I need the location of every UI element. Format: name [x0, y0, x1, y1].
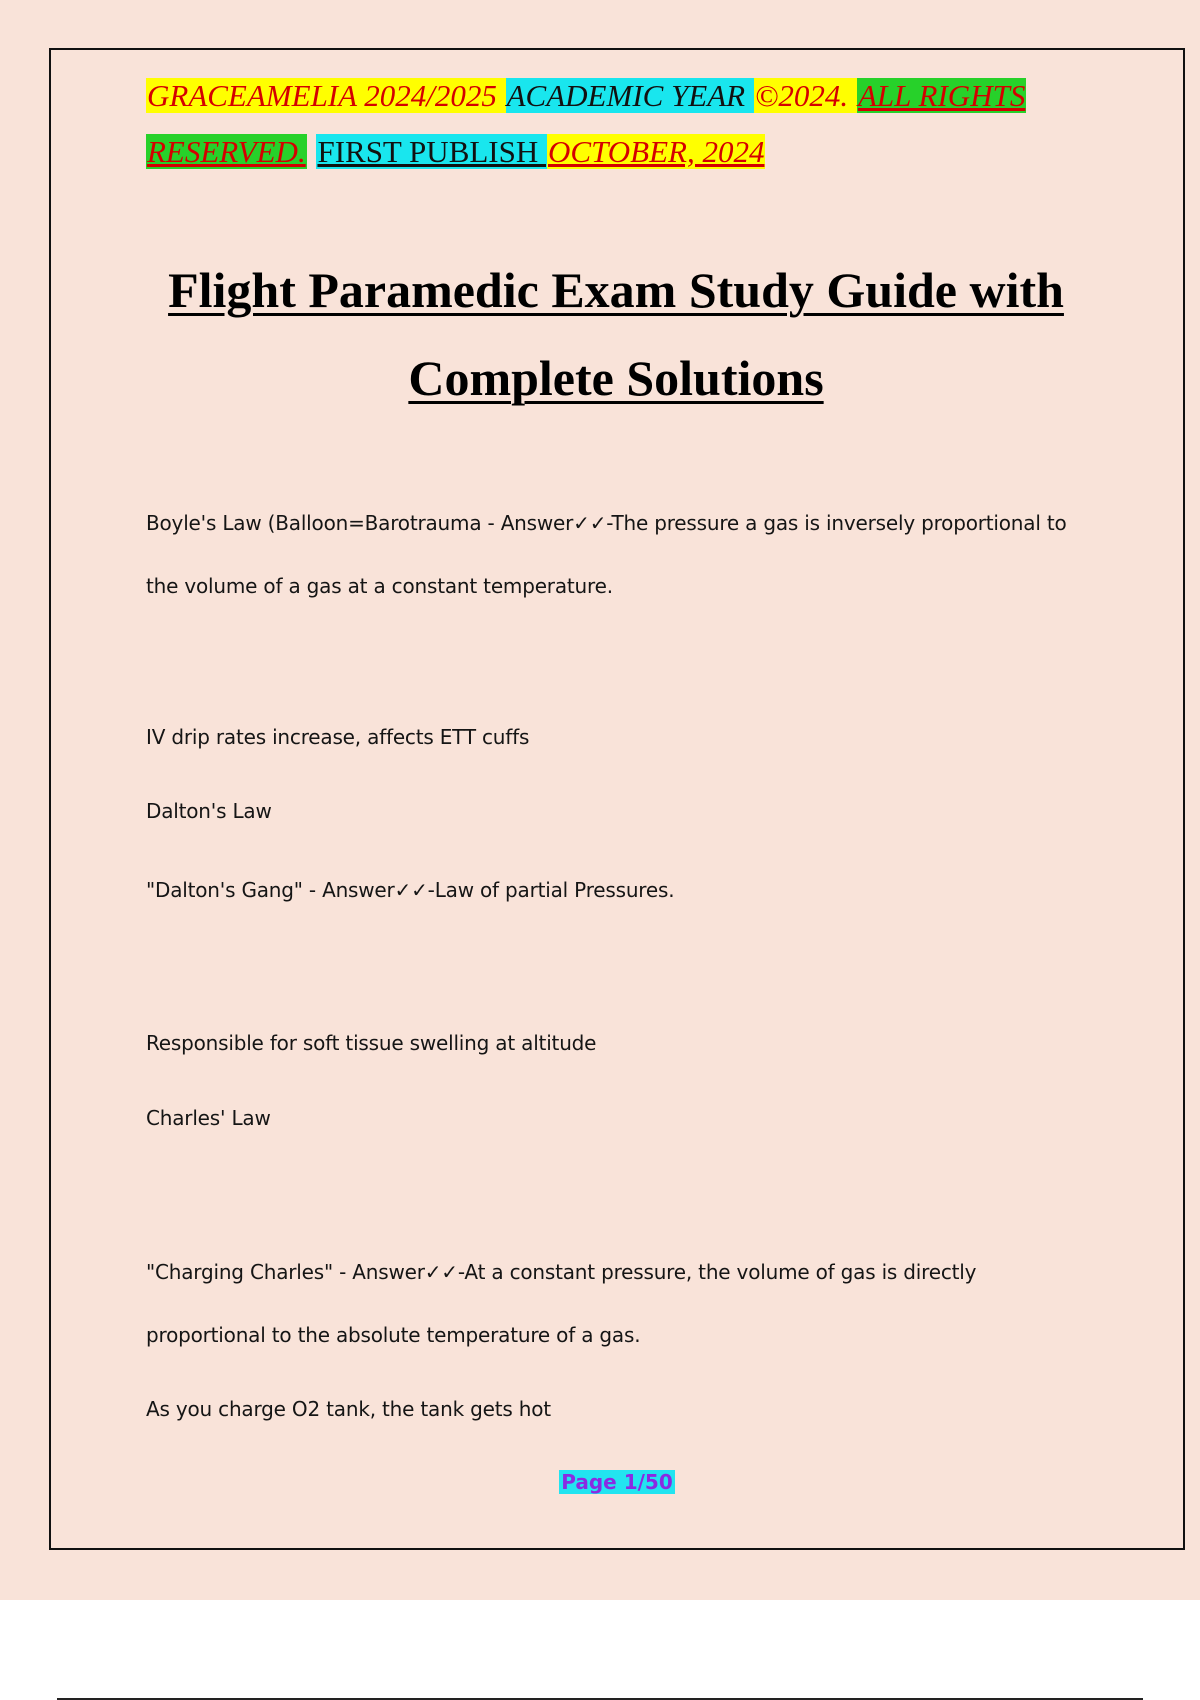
- charles-heading: Charles' Law: [146, 1106, 271, 1130]
- rights-text-1: ALL RIGHTS: [857, 78, 1026, 113]
- copyright-notice: [146, 68, 1106, 180]
- document-title: [120, 246, 1112, 422]
- copyright-text: ©2024.: [754, 78, 856, 113]
- title-line-1: Flight Paramedic Exam Study Guide with: [168, 262, 1064, 318]
- charles-answer: proportional to the absolute temperature of a gas.: [146, 1323, 641, 1347]
- page-number: [0, 1468, 1200, 1496]
- page-number-label: Page 1/50: [561, 1470, 673, 1494]
- title-line-2: Complete Solutions: [408, 350, 824, 406]
- o2-tank-note: As you charge O2 tank, the tank gets hot: [146, 1397, 551, 1421]
- boyle-answer: the volume of a gas at a constant temperature.: [146, 574, 613, 598]
- publish-date-text: OCTOBER, 2024: [548, 134, 765, 169]
- charles-question: "Charging Charles" - Answer✓✓-At a constant pressure, the volume of gas is directly: [146, 1260, 977, 1284]
- dalton-heading: Dalton's Law: [146, 799, 272, 823]
- soft-tissue-note: Responsible for soft tissue swelling at altitude: [146, 1031, 597, 1055]
- academic-year-text: ACADEMIC YEAR: [506, 78, 753, 113]
- dalton-question: "Dalton's Gang" - Answer✓✓-Law of partial Pressures.: [146, 878, 675, 902]
- boyle-question: Boyle's Law (Balloon=Barotrauma - Answer✓✓-The pressure a gas is inversely proportional to: [146, 511, 1067, 535]
- first-publish-text: FIRST PUBLISH: [317, 134, 547, 169]
- header-spacer: [307, 134, 317, 169]
- rights-text-2: RESERVED.: [147, 134, 306, 169]
- author-year-text: GRACEAMELIA 2024/2025: [147, 78, 505, 113]
- iv-drip-note: IV drip rates increase, affects ETT cuffs: [146, 725, 530, 749]
